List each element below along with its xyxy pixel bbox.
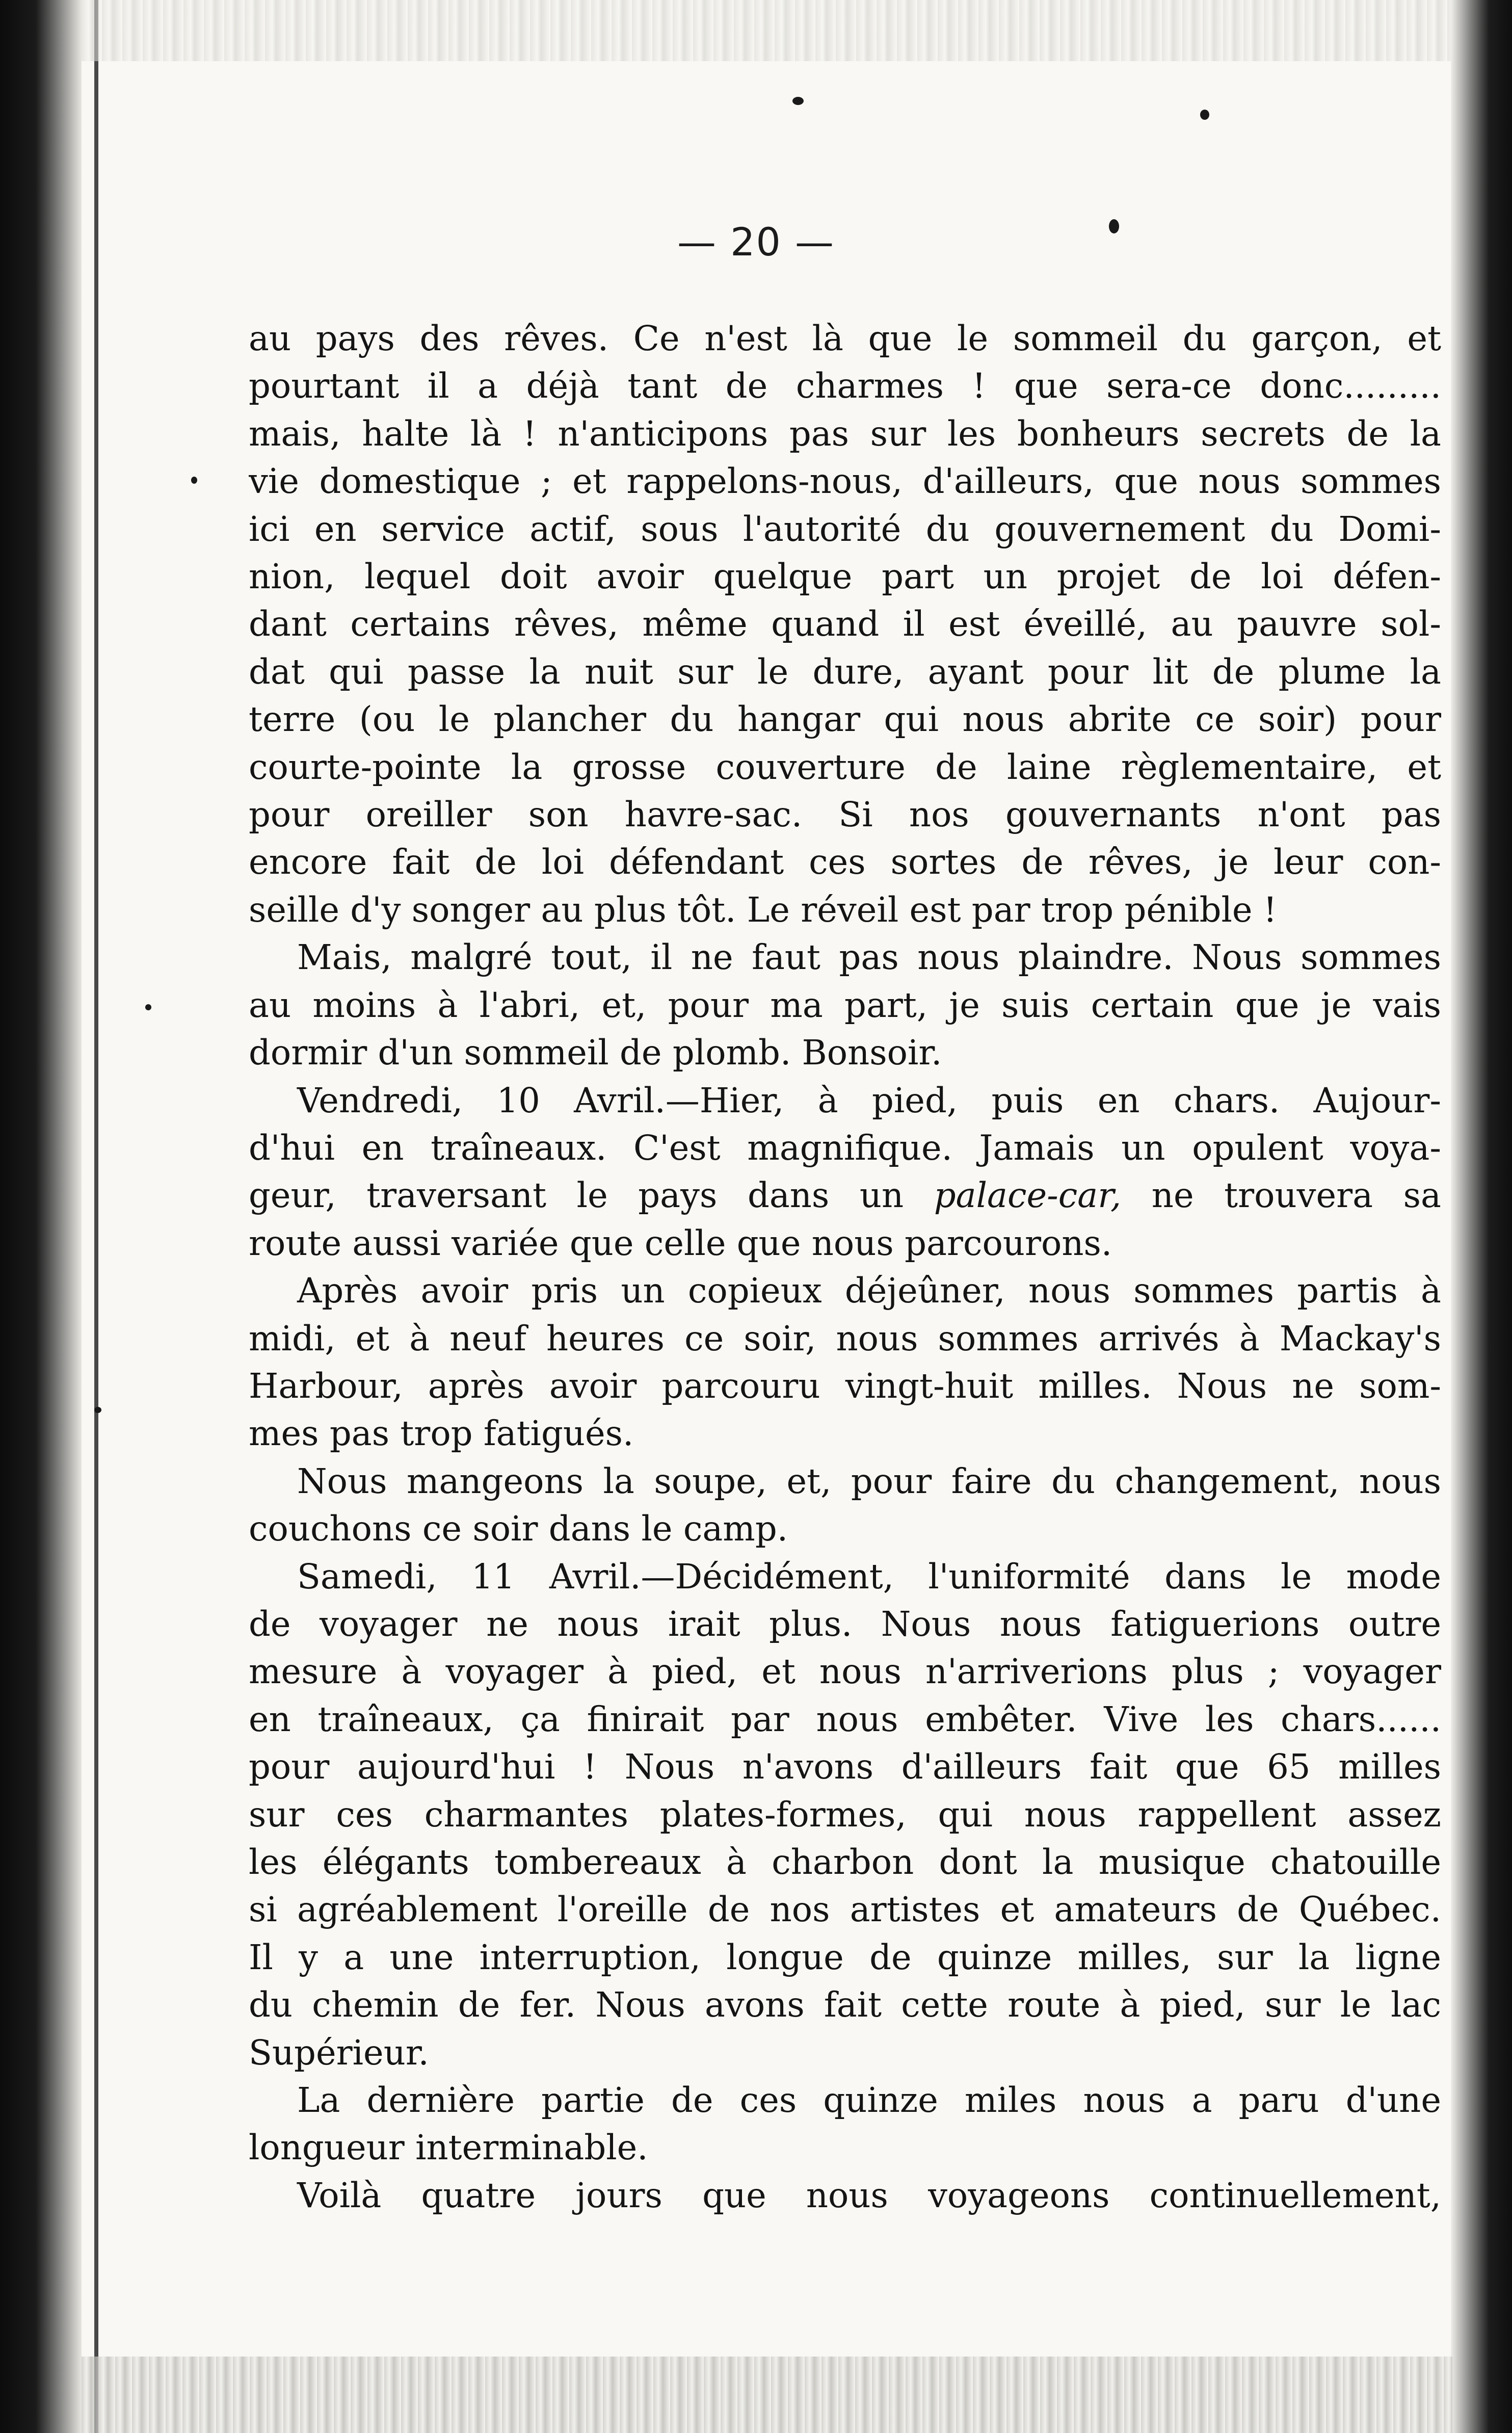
page-number: — 20 — [677,219,835,265]
text-line: courte-pointe la grosse couverture de laine règlementaire, et [249,747,1441,787]
text-line: mais, halte là ! n'anticipons pas sur les bonheurs secrets de la [249,413,1441,454]
text-line: de voyager ne nous irait plus. Nous nous fatiguerions outre [249,1604,1441,1644]
text-segment: ne trouvera sa [1121,1175,1441,1216]
text-line [249,1172,1441,1219]
text-line: en traîneaux, ça finirait par nous embêter. Vive les chars...... [249,1699,1441,1739]
scan-binding-line [94,0,98,2433]
scan-left-border [0,0,82,2433]
text-line: si agréablement l'oreille de nos artistes et amateurs de Québec. [249,1890,1441,1930]
text-line: seille d'y songer au plus tôt. Le réveil est par trop pénible ! [249,890,1277,930]
text-line: midi, et à neuf heures ce soir, nous sommes arrivés à Mackay's [249,1318,1441,1358]
text-line: pour oreiller son havre-sac. Si nos gouvernants n'ont pas [249,795,1441,835]
text-line: Harbour, après avoir parcouru vingt-huit milles. Nous ne som- [249,1366,1441,1406]
text-line: les élégants tombereaux à charbon dont la musique chatouille [249,1842,1441,1882]
text-line: La dernière partie de ces quinze miles nous a paru d'une [297,2080,1441,2121]
ink-speck [94,1407,101,1413]
text-line: vie domestique ; et rappelons-nous, d'ailleurs, que nous sommes [249,461,1441,502]
text-line: Nous mangeons la soupe, et, pour faire du changement, nous [297,1461,1441,1501]
text-line: encore fait de loi défendant ces sortes de rêves, je leur con- [249,842,1441,882]
text-line: dormir d'un sommeil de plomb. Bonsoir. [249,1033,942,1073]
scan-top-noise [82,0,1452,61]
body-text [249,315,1441,2219]
text-line: Mais, malgré tout, il ne faut pas nous plaindre. Nous sommes [297,937,1441,978]
ink-speck [191,477,197,484]
text-line: pour aujourd'hui ! Nous n'avons d'ailleurs fait que 65 milles [249,1747,1441,1787]
text-line: d'hui en traîneaux. C'est magnifique. Jamais un opulent voya- [249,1128,1441,1168]
text-line: sur ces charmantes plates-formes, qui nous rappellent assez [249,1794,1441,1835]
text-line: Après avoir pris un copieux déjeûner, nous sommes partis à [297,1271,1441,1311]
text-line: mes pas trop fatigués. [249,1414,634,1454]
ink-speck [1200,110,1209,120]
text-line: dant certains rêves, même quand il est éveillé, au pauvre sol- [249,604,1441,644]
text-line: Il y a une interruption, longue de quinze milles, sur la ligne [249,1937,1441,1977]
text-line: Vendredi, 10 Avril.—Hier, à pied, puis en chars. Aujour- [297,1080,1441,1120]
scan-right-border [1451,0,1512,2433]
text-line: Samedi, 11 Avril.—Décidément, l'uniformité dans le mode [297,1556,1441,1597]
text-line: nion, lequel doit avoir quelque part un projet de loi défen- [249,557,1441,597]
ink-speck [145,1004,151,1010]
text-line: route aussi variée que celle que nous parcourons. [249,1223,1112,1263]
text-line: pourtant il a déjà tant de charmes ! que sera-ce donc......... [249,366,1441,406]
italic-term: palace-car, [934,1175,1122,1216]
scan-bottom-noise [82,2357,1452,2433]
text-line: Supérieur. [249,2032,429,2073]
text-line: terre (ou le plancher du hangar qui nous abrite ce soir) pour [249,699,1441,740]
ink-speck [792,97,804,105]
text-line: longueur interminable. [249,2128,648,2168]
text-line: Voilà quatre jours que nous voyageons continuellement, [297,2175,1441,2215]
text-segment: geur, traversant le pays dans un [249,1175,934,1216]
text-line: au moins à l'abri, et, pour ma part, je suis certain que je vais [249,985,1441,1025]
text-line: couchons ce soir dans le camp. [249,1509,788,1549]
text-line: ici en service actif, sous l'autorité du gouvernement du Domi- [249,509,1441,549]
text-line: au pays des rêves. Ce n'est là que le sommeil du garçon, et [249,319,1441,358]
text-line: dat qui passe la nuit sur le dure, ayant pour lit de plume la [249,651,1441,692]
text-line: mesure à voyager à pied, et nous n'arriverions plus ; voyager [249,1652,1441,1692]
text-line: du chemin de fer. Nous avons fait cette route à pied, sur le lac [249,1985,1441,2025]
